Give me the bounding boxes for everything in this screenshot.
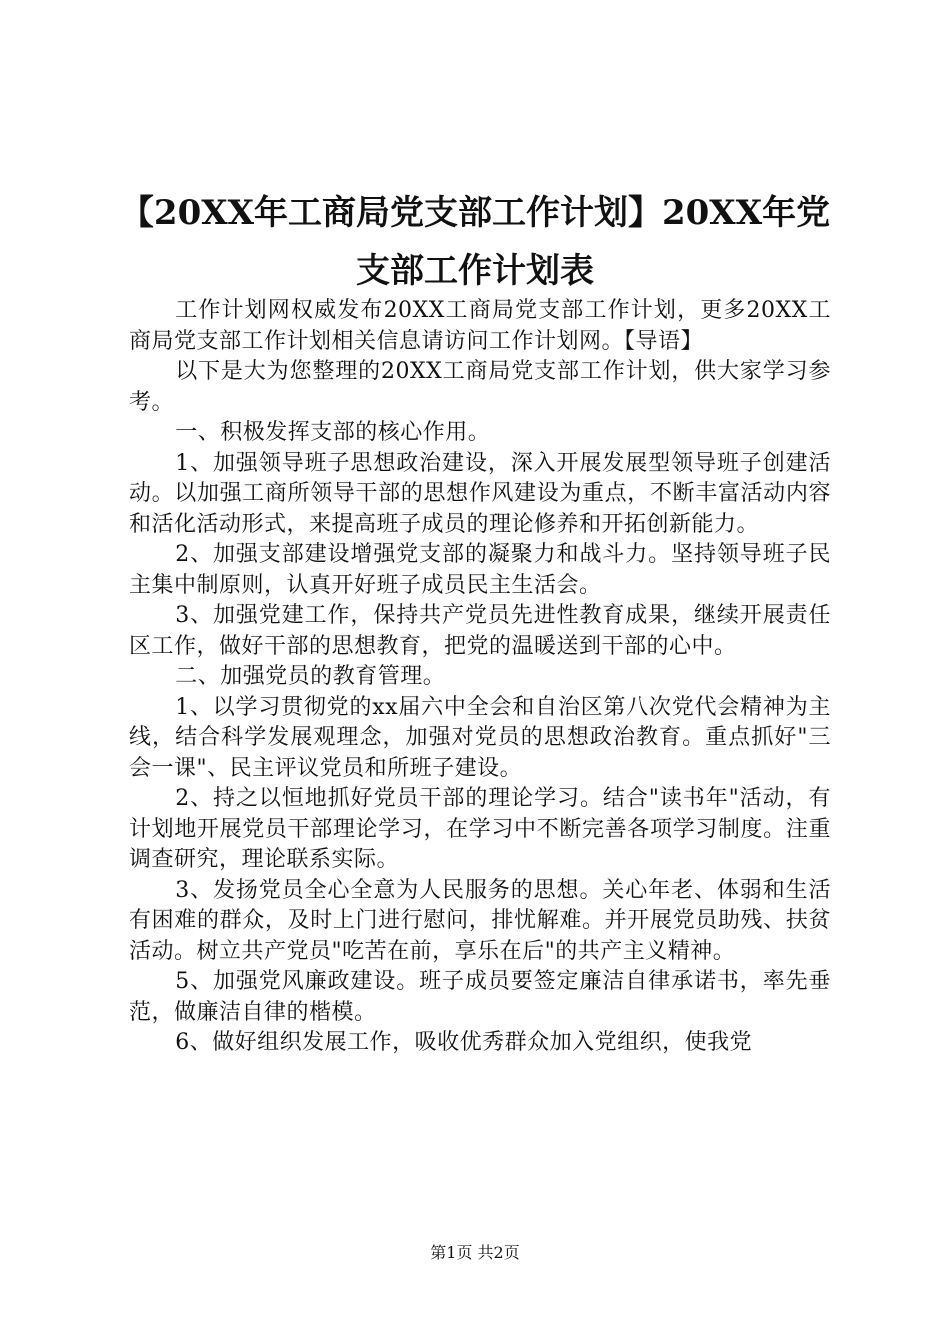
paragraph-item: 1、以学习贯彻党的xx届六中全会和自治区第八次党代会精神为主线，结合科学发展观理念，加强对党员的思想政治教育。重点抓好"三会一课"、民主评议党员和所班子建设。 <box>129 694 831 781</box>
paragraph-lead: 以下是大为您整理的20XX工商局党支部工作计划，供大家学习参考。 <box>129 359 831 415</box>
paragraph-item: 3、发扬党员全心全意为人民服务的思想。关心年老、体弱和生活有困难的群众，及时上门进行慰问，排忧解难。并开展党员助残、扶贫活动。树立共产党员"吃苦在前，享乐在后"的共产主义精神。 <box>129 877 831 964</box>
paragraph-item: 3、加强党建工作，保持共产党员先进性教育成果，继续开展责任区工作，做好干部的思想教育，把党的温暖送到干部的心中。 <box>129 603 831 659</box>
page-number-footer: 第1页 共2页 <box>430 1243 520 1262</box>
paragraph-item: 2、加强支部建设增强党支部的凝聚力和战斗力。坚持领导班子民主集中制原则，认真开好班子成员民主生活会。 <box>129 542 831 598</box>
paragraph-intro: 工作计划网权威发布20XX工商局党支部工作计划，更多20XX工商局党支部工作计划相关信息请访问工作计划网。【导语】 <box>129 298 831 354</box>
section-heading-2: 二、加强党员的教育管理。 <box>175 664 446 689</box>
paragraph-item: 1、加强领导班子思想政治建设，深入开展发展型领导班子创建活动。以加强工商所领导干部的思想作风建设为重点，不断丰富活动内容和活化活动形式，来提高班子成员的理论修养和开拓创新能力。 <box>129 450 831 537</box>
section-heading-1: 一、积极发挥支部的核心作用。 <box>175 420 491 445</box>
paragraph-item: 2、持之以恒地抓好党员干部的理论学习。结合"读书年"活动，有计划地开展党员干部理论学习，在学习中不断完善各项学习制度。注重调查研究，理论联系实际。 <box>129 786 831 872</box>
document-title: 【20XX年工商局党支部工作计划】20XX年党支部工作计划表 <box>119 193 831 291</box>
document-body <box>129 296 831 1059</box>
paragraph-item: 5、加强党风廉政建设。班子成员要签定廉洁自律承诺书，率先垂范，做廉洁自律的楷模。 <box>129 969 831 1025</box>
paragraph-item: 6、做好组织发展工作，吸收优秀群众加入党组织，使我党 <box>175 1030 753 1055</box>
